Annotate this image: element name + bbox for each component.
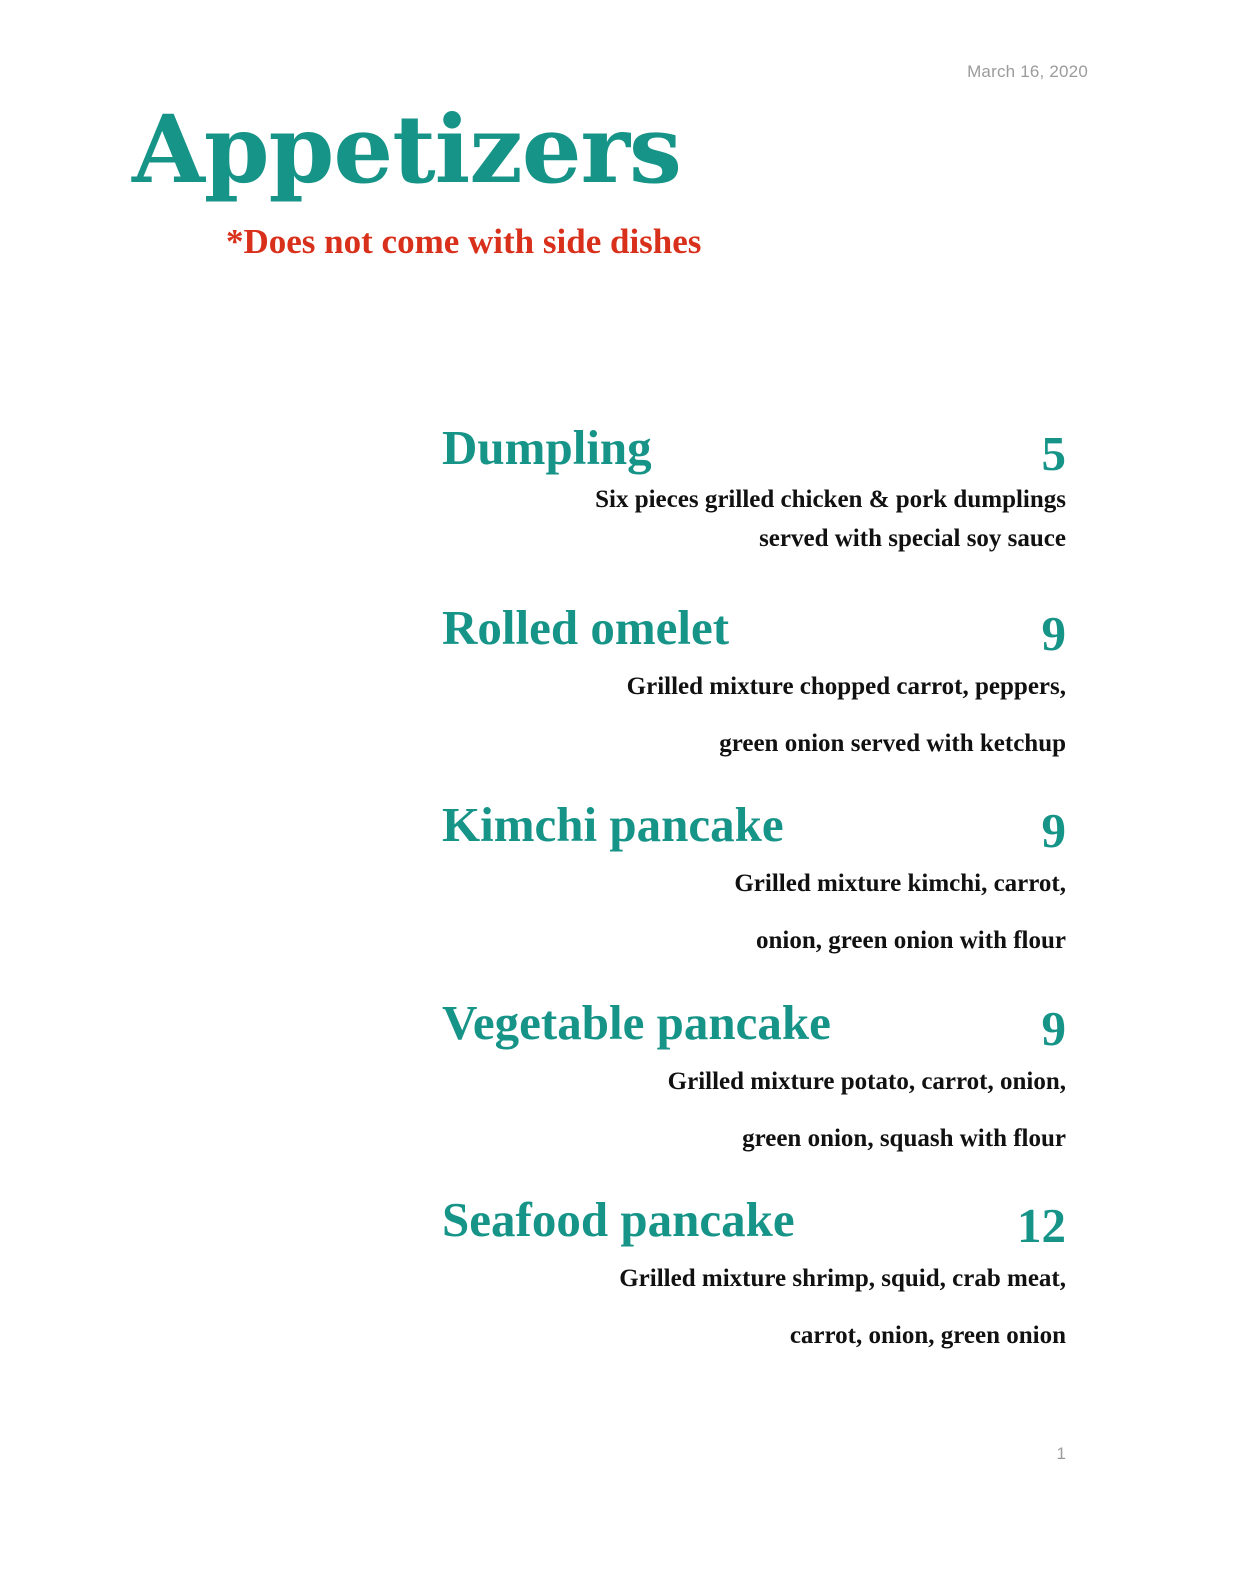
page-title: Appetizers [132, 95, 681, 205]
item-description-line: green onion served with ketchup [719, 730, 1066, 757]
page-date: March 16, 2020 [967, 62, 1088, 81]
item-description-line: Grilled mixture shrimp, squid, crab meat, [619, 1265, 1066, 1292]
side-dish-note: *Does not come with side dishes [226, 222, 702, 261]
item-name: Vegetable pancake [442, 995, 831, 1050]
item-name: Rolled omelet [442, 600, 730, 655]
item-price: 9 [1041, 803, 1066, 858]
item-description-line: Grilled mixture kimchi, carrot, [734, 870, 1066, 897]
menu-item-seafood-pancake [442, 1190, 1076, 1364]
item-description [442, 1053, 1076, 1167]
page-number: 1 [1056, 1444, 1066, 1463]
item-description-line: Six pieces grilled chicken & pork dumplings [595, 486, 1066, 513]
item-price: 9 [1041, 1001, 1066, 1056]
item-description-line: served with special soy sauce [759, 525, 1066, 552]
item-description-line: onion, green onion with flour [756, 927, 1066, 954]
item-description-line: green onion, squash with flour [742, 1125, 1066, 1152]
item-description [442, 855, 1076, 969]
item-price: 5 [1041, 426, 1066, 481]
menu-item-rolled-omelet [442, 598, 1076, 772]
item-name: Kimchi pancake [442, 797, 784, 852]
item-description [442, 1250, 1076, 1364]
item-description-line: carrot, onion, green onion [789, 1322, 1066, 1349]
item-description [442, 480, 1076, 558]
menu-item-kimchi-pancake [442, 795, 1076, 969]
menu-item-dumpling [442, 418, 1076, 558]
item-name: Seafood pancake [442, 1192, 795, 1247]
item-price: 9 [1041, 606, 1066, 661]
menu-item-vegetable-pancake [442, 993, 1076, 1167]
item-price: 12 [1017, 1198, 1066, 1253]
item-description-line: Grilled mixture potato, carrot, onion, [667, 1068, 1066, 1095]
item-description-line: Grilled mixture chopped carrot, peppers, [626, 673, 1066, 700]
item-name: Dumpling [442, 420, 652, 475]
item-description [442, 658, 1076, 772]
